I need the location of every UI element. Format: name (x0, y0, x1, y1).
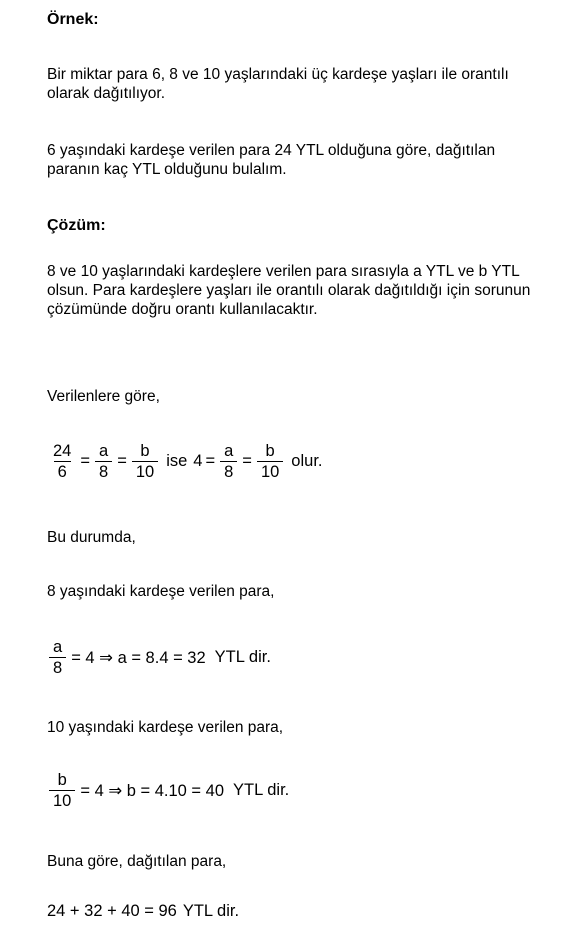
fraction-b-10 (255, 441, 285, 482)
equation-b (47, 770, 295, 811)
solution-heading: Çözüm: (47, 217, 106, 234)
verilenlere-text: Verilenlere göre, (47, 388, 160, 405)
problem-paragraph-2: 6 yaşındaki kardeşe verilen para 24 YTL olduğuna göre, dağıtılan paranın kaç YTL olduğunu bulalım. (47, 142, 496, 178)
fraction-denominator: 10 (49, 790, 75, 811)
fraction-24-6 (47, 441, 77, 482)
solution-paragraph: 8 ve 10 yaşlarındaki kardeşlere verilen para sırasıyla a YTL ve b YTL olsun. Para kardeşlere yaşları ile orantılı olarak dağıtıldığı için sorunun çözümünde doğru orantı kullanılacaktır. (47, 263, 531, 318)
fraction-b-10 (47, 770, 77, 811)
unit-text: YTL dir. (182, 902, 240, 920)
fraction-denominator: 10 (132, 461, 158, 482)
total-expression: 24 + 32 + 40 = 96 (47, 902, 177, 920)
buna-gore-text: Buna göre, dağıtılan para, (47, 853, 227, 870)
fraction-numerator: a (99, 442, 109, 460)
equation-rhs: = 4 ⇒ b = 4.10 = 40 (80, 781, 225, 800)
value-four: 4 (193, 452, 203, 470)
total-equation (47, 902, 245, 921)
fraction-numerator: b (265, 442, 275, 460)
fraction-a-8 (93, 441, 114, 482)
olur-word: olur. (291, 452, 323, 470)
example-heading: Örnek: (47, 11, 99, 28)
fraction-numerator: a (224, 442, 234, 460)
unit-text: YTL dir. (233, 781, 290, 799)
proportion-equation (47, 441, 328, 482)
equals-sign: = (80, 452, 90, 470)
fraction-denominator: 8 (49, 657, 66, 678)
fraction-numerator: b (57, 771, 67, 789)
equals-sign: = (242, 452, 252, 470)
problem-paragraph-1: Bir miktar para 6, 8 ve 10 yaşlarındaki üç kardeşe yaşları ile orantılı olarak dağıtılıyor. (47, 66, 509, 102)
fraction-denominator: 8 (220, 461, 237, 482)
equation-a (47, 637, 277, 678)
ise-word: ise (166, 452, 188, 470)
bu-durumda-text: Bu durumda, (47, 529, 136, 546)
fraction-numerator: 24 (53, 442, 72, 460)
ten-year-old-text: 10 yaşındaki kardeşe verilen para, (47, 719, 284, 736)
fraction-denominator: 8 (95, 461, 112, 482)
fraction-a-8 (218, 441, 239, 482)
fraction-numerator: b (140, 442, 150, 460)
fraction-denominator: 10 (257, 461, 283, 482)
fraction-denominator: 6 (54, 461, 71, 482)
eight-year-old-text: 8 yaşındaki kardeşe verilen para, (47, 583, 275, 600)
equals-sign: = (117, 452, 127, 470)
equation-rhs: = 4 ⇒ a = 8.4 = 32 (71, 648, 206, 667)
unit-text: YTL dir. (214, 648, 271, 666)
fraction-a-8 (47, 637, 68, 678)
fraction-b-10 (130, 441, 160, 482)
equals-sign: = (205, 452, 216, 470)
fraction-numerator: a (53, 638, 63, 656)
